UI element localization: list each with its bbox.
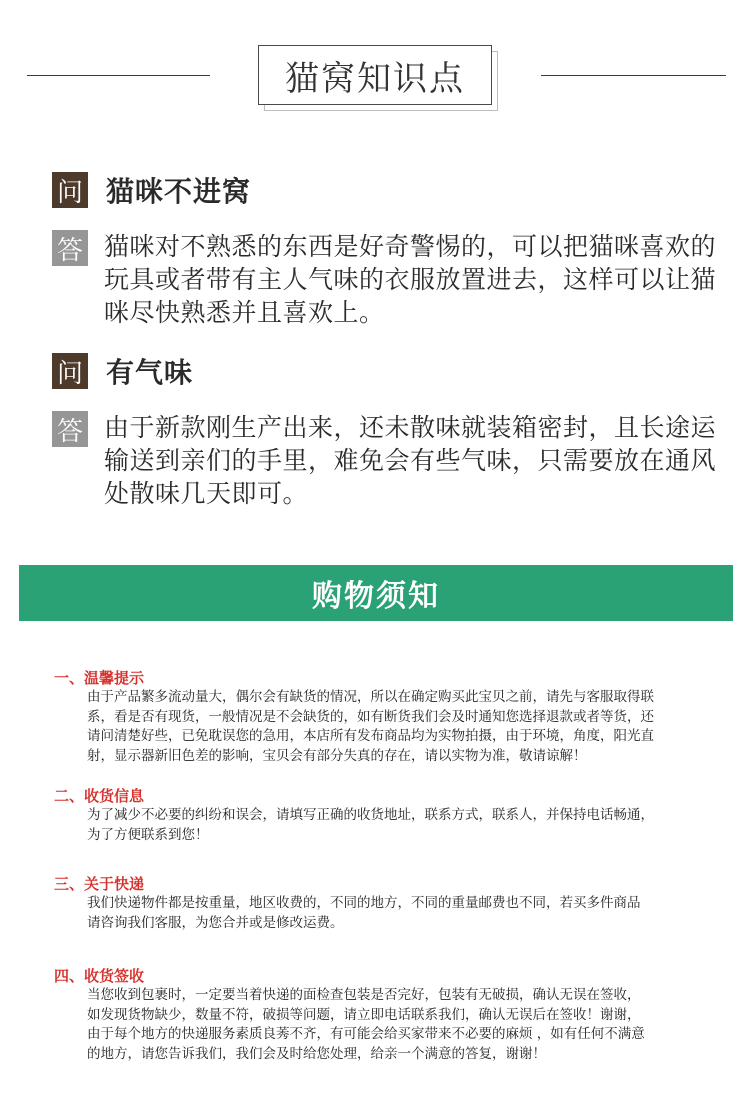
answer-badge: 答 bbox=[52, 411, 88, 447]
question-row bbox=[52, 353, 742, 389]
answer-row bbox=[52, 230, 742, 329]
question-text: 猫咪不进窝 bbox=[106, 175, 252, 208]
notice-section bbox=[54, 668, 704, 766]
answer-row bbox=[52, 411, 742, 510]
notice-section bbox=[54, 786, 704, 845]
shopping-notice-banner: 购物须知 bbox=[19, 565, 733, 621]
answer-text: 由于新款刚生产出来，还未散味就装箱密封，且长途运输送到亲们的手里，难免会有些气味，只需要放在通风处散味几天即可。 bbox=[104, 413, 717, 508]
notice-body: 为了减少不必要的纠纷和误会，请填写正确的收货地址，联系方式，联系人，并保持电话畅通， 为了方便联系到您！ bbox=[87, 807, 654, 843]
answer-text: 猫咪对不熟悉的东西是好奇警惕的，可以把猫咪喜欢的玩具或者带有主人气味的衣服放置进去，这样可以让猫咪尽快熟悉并且喜欢上。 bbox=[104, 232, 717, 327]
notice-section bbox=[54, 874, 704, 933]
notice-body: 由于产品繁多流动量大，偶尔会有缺货的情况，所以在确定购买此宝贝之前，请先与客服取得联 系，看是否有现货，一般情况是不会缺货的，如有断货我们会及时通知您选择退款或者等货，还 请问清楚好些，已免耽误您的急用，本店所有发布商品均为实物拍摄，由于环境，角度，阳光直 射，显示器新旧色差的影响，宝贝会有部分失真的存在，请以实物为准，敬请谅解！ bbox=[87, 689, 654, 764]
page-title: 猫窝知识点 bbox=[258, 45, 492, 105]
right-divider bbox=[541, 75, 726, 76]
question-badge: 问 bbox=[52, 353, 88, 389]
left-divider bbox=[27, 75, 210, 76]
qa-item bbox=[52, 353, 742, 510]
question-badge: 问 bbox=[52, 172, 88, 208]
question-row bbox=[52, 172, 742, 208]
notice-title: 二、收货信息 bbox=[54, 787, 145, 805]
question-text: 有气味 bbox=[106, 356, 194, 389]
notice-title: 一、温馨提示 bbox=[54, 669, 145, 687]
notice-title: 四、收货签收 bbox=[54, 967, 145, 985]
notice-body: 当您收到包裹时，一定要当着快递的面检查包装是否完好，包装有无破损，确认无误在签收， 如发现货物缺少，数量不符，破损等问题，请立即电话联系我们，确认无误后在签收！谢谢， 由于每个地方的快递服务素质良莠不齐，有可能会给买家带来不必要的麻烦 ，如有任何不满意 的地方，请您告诉我们，我们会及时给您处理，给亲一个满意的答复，谢谢！ bbox=[87, 987, 645, 1062]
notice-section bbox=[54, 966, 704, 1064]
answer-badge: 答 bbox=[52, 230, 88, 266]
section-header bbox=[0, 0, 750, 130]
notice-body: 我们快递物件都是按重量，地区收费的，不同的地方，不同的重量邮费也不同，若买多件商品 请咨询我们客服，为您合并或是修改运费。 bbox=[87, 895, 641, 931]
notice-title: 三、关于快递 bbox=[54, 875, 145, 893]
qa-item bbox=[52, 172, 742, 329]
